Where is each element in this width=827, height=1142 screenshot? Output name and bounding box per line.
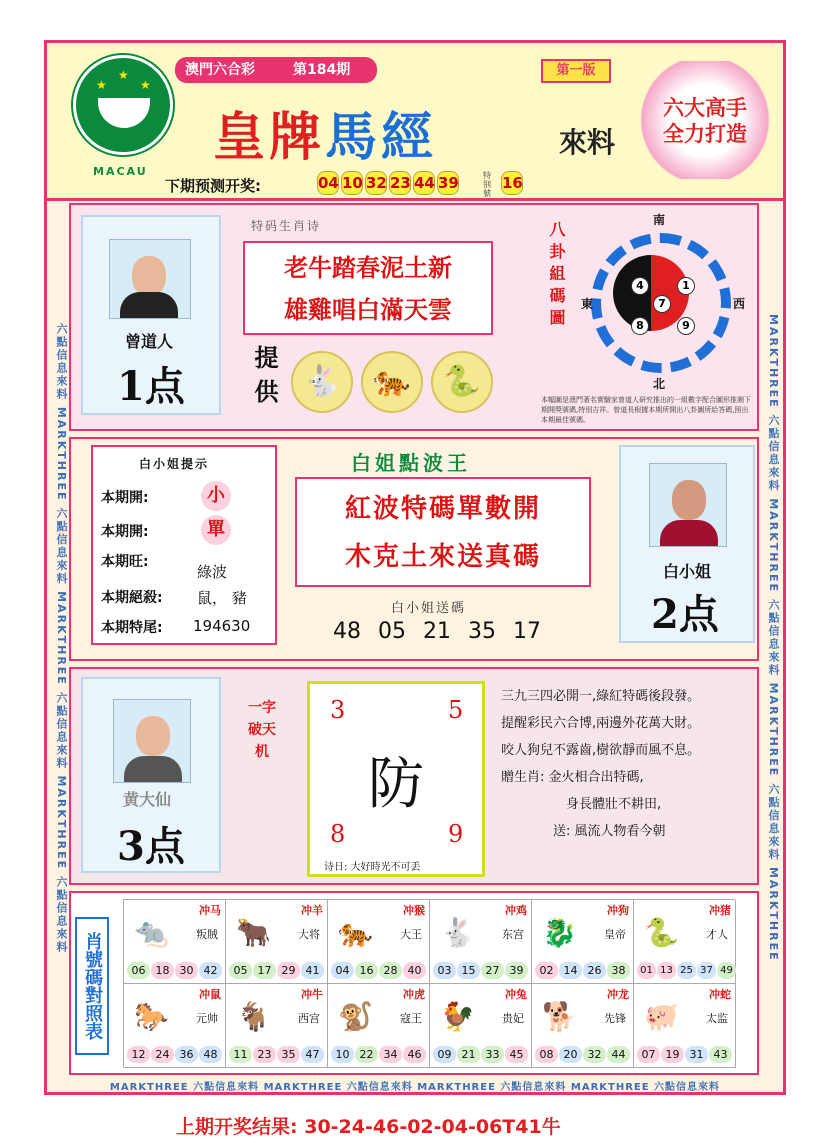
predict-ball: 23 <box>389 171 411 195</box>
lottery-tag <box>175 57 377 83</box>
zodiac-number: 23 <box>253 1046 276 1063</box>
verse-line: 身長體壯不耕田, <box>501 797 662 812</box>
zodiac-cell <box>532 984 634 1068</box>
zodiac-number: 21 <box>457 1046 480 1063</box>
zodiac-number: 27 <box>481 962 504 979</box>
rat-icon: 🐀 <box>134 916 169 949</box>
person-name: 白小姐 <box>663 562 712 581</box>
predict-ball: 10 <box>341 171 363 195</box>
poem-line-2: 木克土來送真碼 <box>344 542 541 572</box>
zodiac-title: 先锋 <box>604 1012 626 1025</box>
dragon-icon: 🐉 <box>542 916 577 949</box>
zodiac-number: 41 <box>301 962 324 979</box>
bagua-number: 7 <box>653 295 671 313</box>
right-banner: MARKTHREE 六點信息來料 MARKTHREE 六點信息來料 MARKTHREE 六點信息來料 MARKTHREE <box>767 314 780 962</box>
footer-banner: MARKTHREE 六點信息來料 MARKTHREE 六點信息來料 MARKTHREE 六點信息來料 MARKTHREE 六點信息來料 <box>109 1082 721 1093</box>
avatar <box>109 239 191 319</box>
tip-value: 194630 <box>193 617 251 635</box>
zodiac-number: 37 <box>697 962 716 979</box>
verse-line: 咬人狗兒不露齒,樹欲靜而風不息。 <box>501 743 701 758</box>
avatar <box>649 463 727 547</box>
zodiac-number: 28 <box>379 962 402 979</box>
chong-label: 冲羊 <box>301 904 323 917</box>
tip-label: 本期特尾: <box>101 620 163 636</box>
poem-box <box>243 241 493 335</box>
zodiac-title: 贵妃 <box>502 1012 524 1025</box>
yizi-label: 一字破天机 <box>248 700 276 760</box>
zodiac-numbers <box>229 962 324 979</box>
zodiac-number: 45 <box>505 1046 528 1063</box>
section-bai <box>69 437 759 661</box>
pig-icon: 🐖 <box>644 1000 679 1033</box>
chong-label: 冲马 <box>199 904 221 917</box>
chong-label: 冲猴 <box>403 904 425 917</box>
portrait-frame <box>81 677 221 873</box>
chong-label: 冲猪 <box>709 904 731 917</box>
zodiac-numbers <box>127 1046 222 1063</box>
poem-line-2: 雄雞唱白滿天雲 <box>284 295 452 324</box>
send-label: 白小姐送碼 <box>391 601 467 616</box>
zodiac-cell <box>328 900 430 984</box>
zodiac-numbers <box>229 1046 324 1063</box>
predict-ball: 04 <box>317 171 339 195</box>
chong-label: 冲虎 <box>403 988 425 1001</box>
zodiac-number: 49 <box>717 962 736 979</box>
snake-icon: 🐍 <box>644 916 679 949</box>
zodiac-number: 16 <box>355 962 378 979</box>
goat-icon: 🐐 <box>236 1000 271 1033</box>
zodiac-title: 叛賊 <box>196 928 218 941</box>
zodiac-title: 西宫 <box>298 1012 320 1025</box>
provide-label: 提供 <box>250 345 278 413</box>
bagua-number: 8 <box>631 317 649 335</box>
tip-label: 本期絕殺: <box>101 590 163 606</box>
zodiac-numbers <box>331 962 426 979</box>
zodiac-number: 48 <box>199 1046 222 1063</box>
bagua-diagram <box>591 233 731 373</box>
corner-number: 8 <box>330 820 346 848</box>
person-name: 曾道人 <box>125 332 174 351</box>
zodiac-title: 大王 <box>400 928 422 941</box>
tip-title: 白小姐提示 <box>139 457 210 471</box>
zodiac-cell <box>430 900 532 984</box>
special-ball: 16 <box>501 171 523 195</box>
zodiac-number: 29 <box>277 962 300 979</box>
section-huang <box>69 667 759 885</box>
zodiac-number: 12 <box>127 1046 150 1063</box>
monkey-icon: 🐒 <box>338 1000 373 1033</box>
tip-label: 本期開: <box>101 524 149 540</box>
zodiac-number: 13 <box>657 962 676 979</box>
ox-icon: 🐂 <box>236 916 271 949</box>
predict-ball: 39 <box>437 171 459 195</box>
tip-label: 本期旺: <box>101 554 149 570</box>
zodiac-number: 01 <box>637 962 656 979</box>
bagua-number: 1 <box>677 277 695 295</box>
zodiac-number: 03 <box>433 962 456 979</box>
zodiac-number: 40 <box>403 962 426 979</box>
corner-number: 9 <box>448 820 464 848</box>
zodiac-cell <box>226 984 328 1068</box>
zodiac-number: 07 <box>637 1046 660 1063</box>
zodiac-number: 39 <box>505 962 528 979</box>
result-value: 30-24-46-02-04-06T41牛 <box>304 1116 561 1138</box>
rabbit-icon: 🐇 <box>291 351 353 413</box>
emblem-caption: MACAU <box>93 165 148 178</box>
avatar <box>113 699 191 783</box>
header <box>47 43 783 201</box>
zodiac-number: 20 <box>559 1046 582 1063</box>
chong-label: 冲鸡 <box>505 904 527 917</box>
bagua-number: 9 <box>677 317 695 335</box>
person-name: 黄大仙 <box>123 790 172 809</box>
dog-icon: 🐕 <box>542 1000 577 1033</box>
points-label: 2点 <box>651 591 719 638</box>
zodiac-number: 38 <box>607 962 630 979</box>
center-character: 防 <box>368 752 424 817</box>
lottery-name: 澳門六合彩 <box>185 62 255 78</box>
zodiac-numbers <box>637 962 736 979</box>
chong-label: 冲兔 <box>505 988 527 1001</box>
zodiac-number: 05 <box>229 962 252 979</box>
zodiac-number: 26 <box>583 962 606 979</box>
bagua-label: 八卦組碼圖 <box>547 221 566 331</box>
issue-number: 第184期 <box>293 62 351 78</box>
zodiac-cell <box>124 984 226 1068</box>
points-label: 1点 <box>117 363 185 410</box>
zodiac-grid <box>123 899 735 1067</box>
zodiac-number: 47 <box>301 1046 324 1063</box>
zodiac-number: 30 <box>175 962 198 979</box>
bagua-note: 本幅圖是澳門著名實驗家曾道人研究推出的一組數字配合圖形推測下期開獎號碼,特別吉祥。曾道長根據本期所開出八卦圖所給答碼,照出本期最佳號碼。 <box>541 396 751 424</box>
zodiac-number: 11 <box>229 1046 252 1063</box>
special-label: 特别號 <box>483 171 491 198</box>
laiyao-label: 來料 <box>559 126 616 159</box>
send-numbers: 48 05 21 35 17 <box>333 619 541 644</box>
slogan-line-1: 六大高手 <box>663 96 747 120</box>
poem-line-1: 紅波特碼單數開 <box>344 494 541 524</box>
zodiac-number: 17 <box>253 962 276 979</box>
tip-value: 鼠， 豬 <box>197 589 247 607</box>
predict-ball: 44 <box>413 171 435 195</box>
poster <box>44 40 786 1095</box>
zodiac-numbers <box>331 1046 426 1063</box>
chong-label: 冲狗 <box>607 904 629 917</box>
verse-line: 送: 風流人物看今朝 <box>501 824 666 839</box>
zodiac-title: 太监 <box>706 1012 728 1025</box>
verse-line: 贈生肖: 金火相合出特碼, <box>501 770 644 785</box>
poem-line-1: 老牛踏春泥土新 <box>284 253 452 282</box>
zodiac-number: 44 <box>607 1046 630 1063</box>
zodiac-cell <box>328 984 430 1068</box>
zodiac-number: 14 <box>559 962 582 979</box>
zodiac-number: 18 <box>151 962 174 979</box>
zodiac-number: 19 <box>661 1046 684 1063</box>
zodiac-number: 35 <box>277 1046 300 1063</box>
chong-label: 冲鼠 <box>199 988 221 1001</box>
zodiac-numbers <box>535 1046 630 1063</box>
section-zeng <box>69 203 759 431</box>
section-head: 白姐點波王 <box>351 451 471 475</box>
zodiac-title: 寇王 <box>400 1012 422 1025</box>
macau-emblem-icon: ★ ★ ★ <box>73 55 173 155</box>
portrait-frame <box>619 445 755 643</box>
zodiac-number: 46 <box>403 1046 426 1063</box>
predict-ball: 32 <box>365 171 387 195</box>
verses <box>501 683 700 845</box>
zodiac-numbers <box>637 1046 732 1063</box>
tip-box <box>91 445 277 645</box>
title-part-1: 皇牌 <box>213 107 326 168</box>
chong-label: 冲龙 <box>607 988 629 1001</box>
zodiac-cell <box>124 900 226 984</box>
zodiac-title: 皇帝 <box>604 928 626 941</box>
chong-label: 冲蛇 <box>709 988 731 1001</box>
result-label: 上期开奖结果: <box>176 1116 298 1138</box>
dir-north: 北 <box>653 377 666 391</box>
zodiac-number: 42 <box>199 962 222 979</box>
slogan-line-2: 全力打造 <box>663 122 747 146</box>
verse-line: 三九三四必開一,綠紅特碼後段發。 <box>501 689 701 704</box>
left-banner: 六點信息來料 MARKTHREE 六點信息來料 MARKTHREE 六點信息來料 MARKTHREE 六點信息來料 <box>55 322 68 954</box>
horse-icon: 🐎 <box>134 1000 169 1033</box>
zodiac-number: 06 <box>127 962 150 979</box>
zodiac-cell <box>532 900 634 984</box>
zodiac-number: 04 <box>331 962 354 979</box>
zodiac-number: 15 <box>457 962 480 979</box>
dir-east: 東 <box>581 297 594 311</box>
predict-numbers <box>317 171 459 195</box>
snake-icon: 🐍 <box>431 351 493 413</box>
slogan-burst <box>637 61 773 179</box>
zodiac-numbers <box>535 962 630 979</box>
rooster-icon: 🐓 <box>440 1000 475 1033</box>
zodiac-title: 才人 <box>706 928 728 941</box>
zodiac-number: 25 <box>677 962 696 979</box>
last-result <box>176 1112 561 1139</box>
page-title <box>213 95 437 170</box>
tip-value: 小 <box>201 481 231 511</box>
zodiac-number: 09 <box>433 1046 456 1063</box>
zodiac-cell <box>634 984 736 1068</box>
verse-line: 提醒彩民六合博,兩邊外花萬大財。 <box>501 716 701 731</box>
rabbit-icon: 🐇 <box>440 916 475 949</box>
zodiac-numbers <box>127 962 222 979</box>
bagua-number: 4 <box>631 277 649 295</box>
zodiac-number: 02 <box>535 962 558 979</box>
zodiac-number: 22 <box>355 1046 378 1063</box>
zodiac-number: 08 <box>535 1046 558 1063</box>
edition-badge: 第一版 <box>541 59 611 83</box>
zodiac-number: 10 <box>331 1046 354 1063</box>
predict-label: 下期预测开奖: <box>165 177 261 195</box>
zodiac-number: 33 <box>481 1046 504 1063</box>
dir-west: 西 <box>733 297 746 311</box>
zodiac-number: 43 <box>709 1046 732 1063</box>
zodiac-table-title: 肖號碼對照表 <box>75 917 109 1055</box>
tip-value: 單 <box>201 515 231 545</box>
title-part-2: 馬經 <box>325 107 438 168</box>
zodiac-title: 东宫 <box>502 928 524 941</box>
zodiac-number: 31 <box>685 1046 708 1063</box>
zodiac-number: 32 <box>583 1046 606 1063</box>
section-zodiac-table <box>69 891 759 1075</box>
points-label: 3点 <box>117 823 185 870</box>
fang-box <box>307 681 485 877</box>
poem-box <box>295 477 591 587</box>
zodiac-cell <box>430 984 532 1068</box>
corner-number: 3 <box>330 696 346 724</box>
dir-south: 南 <box>653 213 666 227</box>
zodiac-number: 24 <box>151 1046 174 1063</box>
tip-value: 綠波 <box>197 563 228 581</box>
zodiac-cell <box>634 900 736 984</box>
zodiac-title: 元帅 <box>196 1012 218 1025</box>
tiger-icon: 🐅 <box>338 916 373 949</box>
zodiac-numbers <box>433 1046 528 1063</box>
portrait-frame <box>81 215 221 415</box>
tip-label: 本期開: <box>101 490 149 506</box>
zodiac-cell <box>226 900 328 984</box>
chong-label: 冲牛 <box>301 988 323 1001</box>
poem-line: 诗日: 大好時光不可丢 <box>324 862 421 873</box>
corner-number: 5 <box>448 696 464 724</box>
subtitle: 特码生肖诗 <box>251 219 322 233</box>
zodiac-number: 34 <box>379 1046 402 1063</box>
yinyang-icon <box>613 255 689 331</box>
zodiac-numbers <box>433 962 528 979</box>
zodiac-title: 大将 <box>298 928 320 941</box>
zodiac-number: 36 <box>175 1046 198 1063</box>
tiger-icon: 🐅 <box>361 351 423 413</box>
